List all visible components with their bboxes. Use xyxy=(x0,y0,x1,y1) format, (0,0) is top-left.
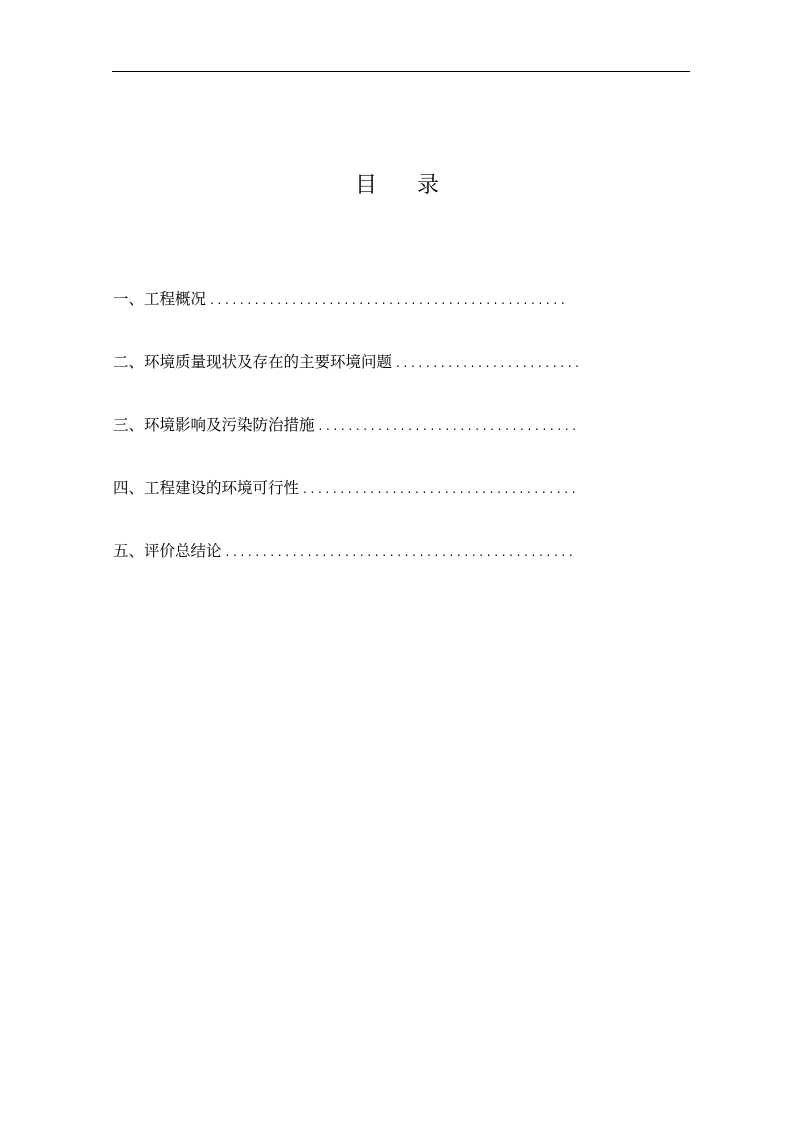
toc-leader-dots: ..................................... xyxy=(303,482,580,496)
toc-leader-dots: ................................... xyxy=(318,419,580,433)
header-rule xyxy=(112,71,690,72)
toc-leader-dots: ............................................... xyxy=(225,545,577,559)
toc-entry-label: 五、评价总结论 xyxy=(113,542,222,560)
toc-entry-4[interactable] xyxy=(113,476,673,500)
toc-entry-label: 四、工程建设的环境可行性 xyxy=(113,479,300,497)
toc-entry-label: 一、工程概况 xyxy=(113,290,207,308)
toc-entry-5[interactable] xyxy=(113,539,670,563)
toc-leader-dots: ......................... xyxy=(396,356,583,370)
toc-entry-1[interactable] xyxy=(113,287,669,311)
toc-title xyxy=(0,172,794,200)
toc-leader-dots: ................................................ xyxy=(210,293,569,307)
toc-entry-3[interactable] xyxy=(113,413,675,437)
toc-entry-label: 二、环境质量现状及存在的主要环境问题 xyxy=(113,353,393,371)
toc-title-char-2: 录 xyxy=(417,173,440,198)
toc-entry-2[interactable] xyxy=(113,350,679,374)
toc-title-char-1: 目 xyxy=(354,173,377,198)
toc-entry-label: 三、环境影响及污染防治措施 xyxy=(113,416,315,434)
